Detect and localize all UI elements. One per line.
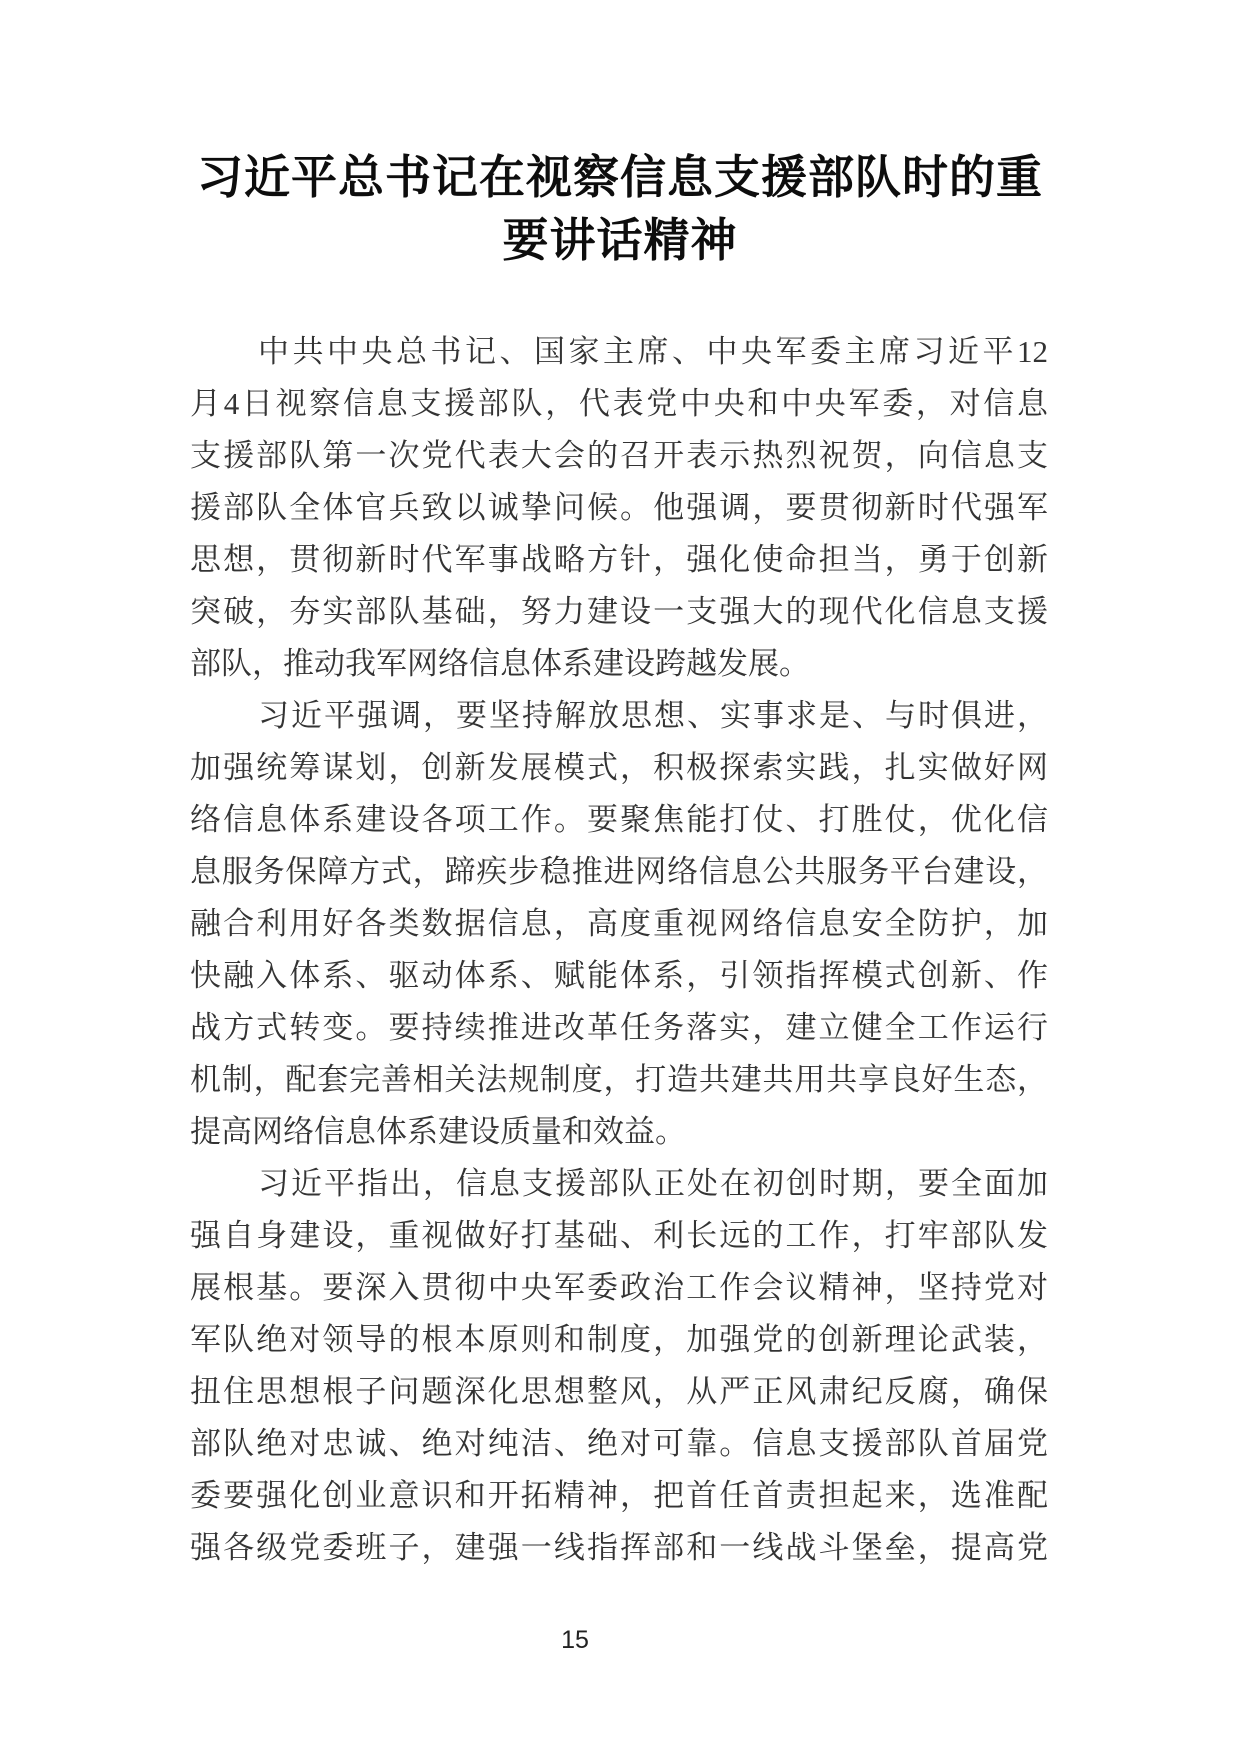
- document-title: [0, 146, 1240, 272]
- document-body: [190, 326, 1048, 1574]
- text-line: 强自身建设，重视做好打基础、利长远的工作，打牢部队发: [190, 1218, 1048, 1253]
- page-number: 15: [561, 1626, 589, 1654]
- text-line: 援部队全体官兵致以诚挚问候。他强调，要贯彻新时代强军: [190, 490, 1048, 525]
- text-line: 快融入体系、驱动体系、赋能体系，引领指挥模式创新、作: [190, 958, 1048, 993]
- text-line: 支援部队第一次党代表大会的召开表示热烈祝贺，向信息支: [190, 438, 1048, 473]
- text-line: 月4日视察信息支援部队，代表党中央和中央军委，对信息: [190, 386, 1048, 421]
- text-line: 部队绝对忠诚、绝对纯洁、绝对可靠。信息支援部队首届党: [190, 1426, 1048, 1461]
- text-line: 委要强化创业意识和开拓精神，把首任首责担起来，选准配: [190, 1478, 1048, 1513]
- text-line: 中共中央总书记、国家主席、中央军委主席习近平12: [258, 334, 1048, 369]
- text-line: 机制，配套完善相关法规制度，打造共建共用共享良好生态，: [190, 1062, 1048, 1097]
- text-line: 展根基。要深入贯彻中央军委政治工作会议精神，坚持党对: [190, 1270, 1048, 1305]
- text-line: 战方式转变。要持续推进改革任务落实，建立健全工作运行: [190, 1010, 1048, 1045]
- paragraph: [190, 326, 1048, 690]
- text-line: 部队，推动我军网络信息体系建设跨越发展。: [190, 646, 810, 681]
- text-line: 扭住思想根子问题深化思想整风，从严正风肃纪反腐，确保: [190, 1374, 1048, 1409]
- text-line: 息服务保障方式，蹄疾步稳推进网络信息公共服务平台建设，: [190, 854, 1048, 889]
- text-line: 习近平指出，信息支援部队正处在初创时期，要全面加: [258, 1166, 1048, 1201]
- paragraph: [190, 690, 1048, 1158]
- title-line-1: 习近平总书记在视察信息支援部队时的重: [197, 152, 1043, 203]
- text-line: 融合利用好各类数据信息，高度重视网络信息安全防护，加: [190, 906, 1048, 941]
- text-line: 思想，贯彻新时代军事战略方针，强化使命担当，勇于创新: [190, 542, 1048, 577]
- text-line: 突破，夯实部队基础，努力建设一支强大的现代化信息支援: [190, 594, 1048, 629]
- text-line: 加强统筹谋划，创新发展模式，积极探索实践，扎实做好网: [190, 750, 1048, 785]
- text-line: 强各级党委班子，建强一线指挥部和一线战斗堡垒，提高党: [190, 1530, 1048, 1565]
- text-line: 习近平强调，要坚持解放思想、实事求是、与时俱进，: [258, 698, 1048, 733]
- title-line-2: 要讲话精神: [502, 215, 738, 266]
- text-line: 提高网络信息体系建设质量和效益。: [190, 1114, 686, 1149]
- text-line: 军队绝对领导的根本原则和制度，加强党的创新理论武装，: [190, 1322, 1048, 1357]
- text-line: 络信息体系建设各项工作。要聚焦能打仗、打胜仗，优化信: [190, 802, 1048, 837]
- paragraph: [190, 1158, 1048, 1574]
